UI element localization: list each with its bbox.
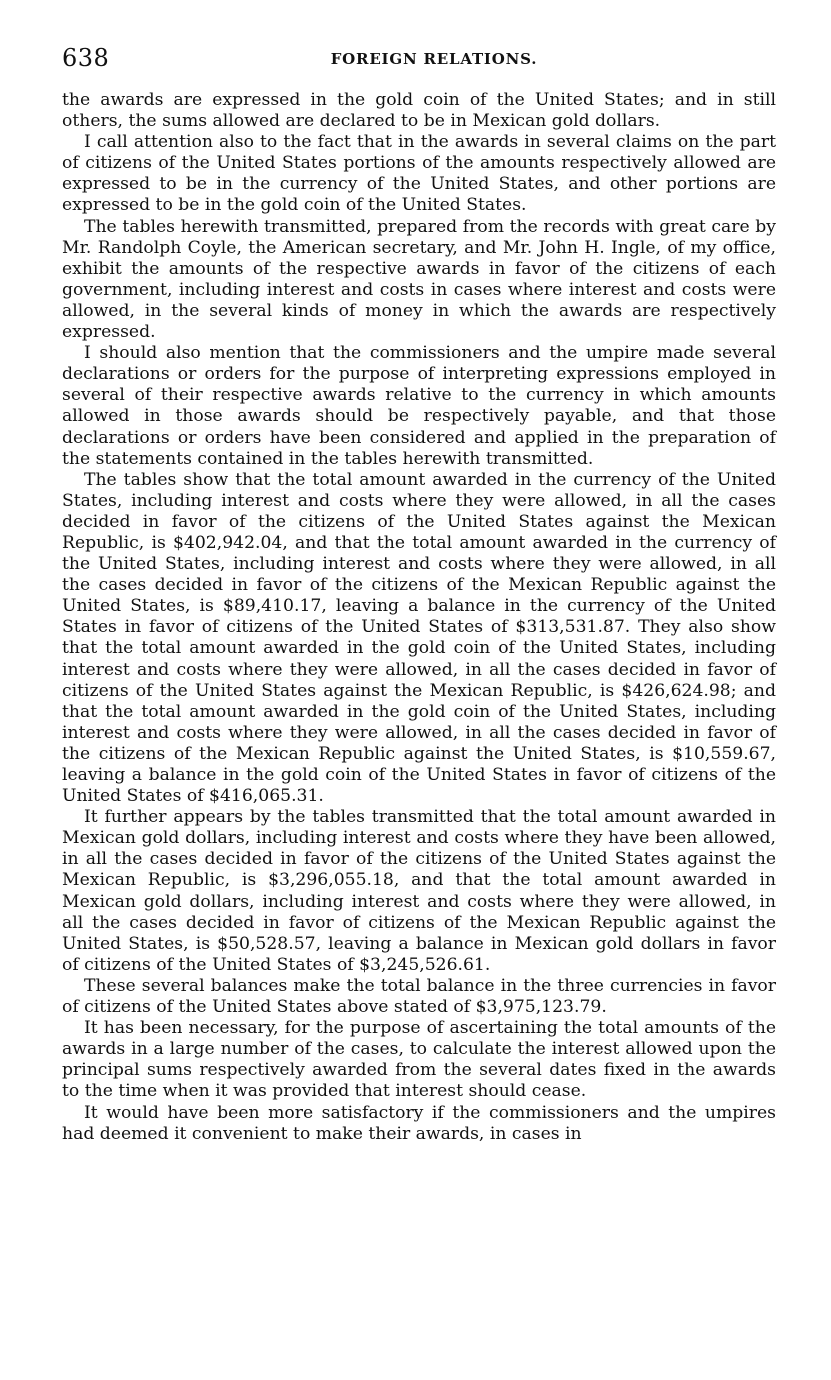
paragraph-mexican-gold-totals: It further appears by the tables transmitted that the total amount awarded in Mexican gold dollars, including interest and costs where they have been allowed, in all the cases decided in favor of the citizens of the United States against the Mexican Republic, is $3,296,055.18, and that the total amount awarded in Mexican gold dollars, including interest and costs where they were allowed, in all the cases decided in favor of citizens of the Mexican Republic against the United States, is $50,528.57, leaving a balance in Mexican gold dollars in favor of citizens of the United States of $3,245,526.61. — [62, 807, 776, 975]
document-page — [62, 44, 776, 1145]
page-header — [62, 44, 776, 80]
paragraph-declarations: I should also mention that the commissioners and the umpire made several declarations or orders for the purpose of interpreting expressions employed in several of their respective awards relative to the currency in which amounts allowed in those awards should be respectively payable, and that those declarations or orders have been considered and applied in the preparation of the statements contained in the tables herewith transmitted. — [62, 343, 776, 469]
paragraph-tables-transmitted: The tables herewith transmitted, prepared from the records with great care by Mr. Randolph Coyle, the American secretary, and Mr. John H. Ingle, of my office, exhibit the amounts of the respective awards in favor of the citizens of each government, including interest and costs in cases where interest and costs were allowed, in the several kinds of money in which the awards are respectively expressed. — [62, 216, 776, 343]
paragraph-total-balance: These several balances make the total balance in the three currencies in favor of citizens of the United States above stated of $3,975,123.79. — [62, 975, 776, 1018]
paragraph-us-currency-totals: The tables show that the total amount awarded in the currency of the United States, including interest and costs where they were allowed, in all the cases decided in favor of the citizens of the United States against the Mexican Republic, is $402,942.04, and that the total amount awarded in the currency of the United States, including interest and costs where they were allowed, in all the cases decided in favor of the citizens of the Mexican Republic against the United States, is $89,410.17, leaving a balance in the currency of the United States in favor of citizens of the United States of $313,531.87. They also show that the total amount awarded in the gold coin of the United States, including interest and costs where they were allowed, in all the cases decided in favor of citizens of the United States against the Mexican Republic, is $426,624.98; and that the total amount awarded in the gold coin of the United States, including interest and costs where they were allowed, in all the cases decided in favor of the citizens of the Mexican Republic against the United States, is $10,559.67, leaving a balance in the gold coin of the United States in favor of citizens of the United States of $416,065.31. — [62, 469, 776, 807]
body-text — [62, 90, 776, 1145]
page-number: 638 — [62, 44, 110, 72]
paragraph-interest-calculation: It has been necessary, for the purpose of ascertaining the total amounts of the awards in a large number of the cases, to calculate the interest allowed upon the principal sums respectively awarded from the several dates fixed in the awards to the time when it was provided that interest should cease. — [62, 1018, 776, 1102]
paragraph-currency-portions: I call attention also to the fact that in the awards in several claims on the part of citizens of the United States portions of the amounts respectively allowed are expressed to be in the currency of the United States, and other portions are expressed to be in the gold coin of the United States. — [62, 132, 776, 216]
paragraph-continuation: the awards are expressed in the gold coin of the United States; and in still others, the sums allowed are declared to be in Mexican gold dollars. — [62, 90, 776, 132]
paragraph-awards-remark: It would have been more satisfactory if the commissioners and the umpires had deemed it convenient to make their awards, in cases in — [62, 1102, 776, 1144]
running-head: FOREIGN RELATIONS. — [330, 50, 538, 68]
